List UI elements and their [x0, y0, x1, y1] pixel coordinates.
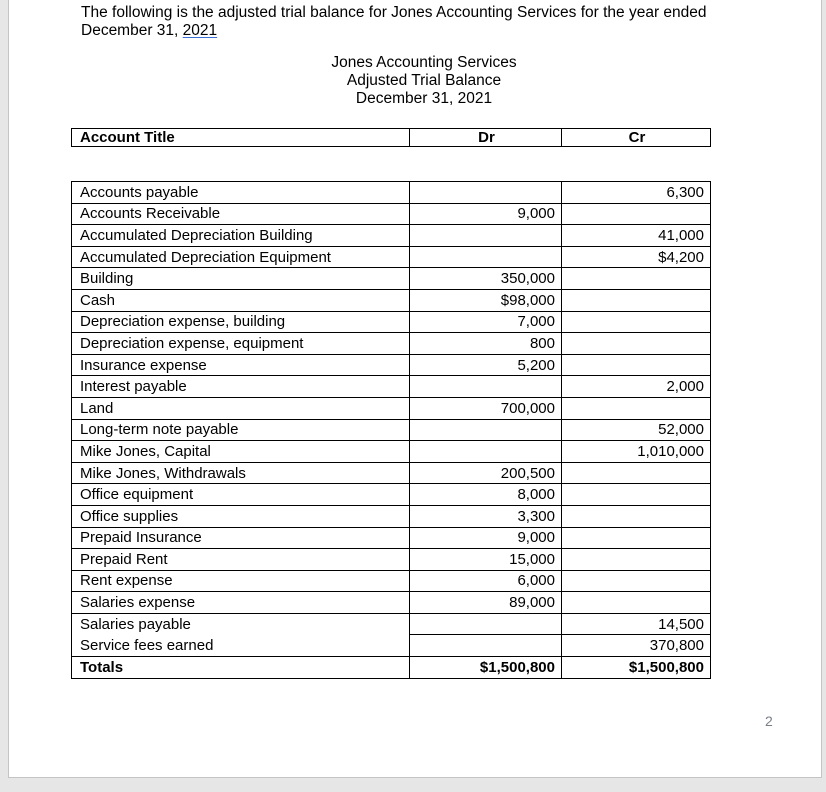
table-row [72, 354, 711, 376]
account-cell: Rent expense [72, 570, 410, 592]
dr-cell: 89,000 [410, 592, 562, 614]
account-cell: Accounts payable [72, 182, 410, 204]
table-row [72, 268, 711, 290]
cr-cell: 2,000 [562, 376, 711, 398]
table-row [72, 289, 711, 311]
account-cell: Mike Jones, Capital [72, 441, 410, 463]
cr-cell [562, 549, 711, 571]
table-row [72, 419, 711, 441]
table-row [72, 462, 711, 484]
table-row [72, 203, 711, 225]
cr-cell [562, 333, 711, 355]
trial-balance-header [71, 128, 711, 147]
company-name: Jones Accounting Services [331, 54, 517, 71]
intro-year: 2021 [182, 22, 218, 39]
table-row [72, 333, 711, 355]
cr-cell [562, 570, 711, 592]
account-cell: Salaries expense [72, 592, 410, 614]
table-row [72, 613, 711, 635]
dr-cell: 8,000 [410, 484, 562, 506]
account-cell: Interest payable [72, 376, 410, 398]
account-cell: Insurance expense [72, 354, 410, 376]
statement-title: Adjusted Trial Balance [346, 72, 502, 89]
statement-date: December 31, 2021 [355, 90, 493, 107]
intro-paragraph [81, 4, 761, 40]
dr-cell [410, 441, 562, 463]
cr-cell [562, 484, 711, 506]
account-cell: Office equipment [72, 484, 410, 506]
table-row [72, 246, 711, 268]
cr-cell: 14,500 [562, 613, 711, 635]
dr-cell: 350,000 [410, 268, 562, 290]
dr-cell [410, 225, 562, 247]
totals-row [72, 657, 711, 679]
cr-cell [562, 527, 711, 549]
cr-cell: 370,800 [562, 635, 711, 657]
dr-cell [410, 635, 562, 657]
table-row [72, 549, 711, 571]
cr-cell [562, 203, 711, 225]
cr-cell: $4,200 [562, 246, 711, 268]
dr-cell [410, 613, 562, 635]
account-cell: Mike Jones, Withdrawals [72, 462, 410, 484]
account-cell: Accumulated Depreciation Equipment [72, 246, 410, 268]
page-number: 2 [765, 713, 773, 729]
statement-heading [264, 54, 584, 108]
dr-cell: 800 [410, 333, 562, 355]
account-cell: Long-term note payable [72, 419, 410, 441]
table-row [72, 225, 711, 247]
account-cell: Land [72, 397, 410, 419]
cr-cell: 41,000 [562, 225, 711, 247]
intro-text: The following is the adjusted trial balance for Jones Accounting Services for the year ended [81, 4, 707, 21]
dr-cell: 200,500 [410, 462, 562, 484]
table-row [72, 484, 711, 506]
cr-cell [562, 397, 711, 419]
cr-cell: 52,000 [562, 419, 711, 441]
cr-cell [562, 354, 711, 376]
table-row [72, 376, 711, 398]
account-cell: Office supplies [72, 505, 410, 527]
dr-cell: $98,000 [410, 289, 562, 311]
account-cell: Salaries payable [72, 613, 410, 635]
account-cell: Building [72, 268, 410, 290]
dr-cell: 9,000 [410, 527, 562, 549]
cr-cell [562, 462, 711, 484]
account-cell: Depreciation expense, building [72, 311, 410, 333]
dr-cell: 5,200 [410, 354, 562, 376]
dr-cell: 9,000 [410, 203, 562, 225]
dr-cell: 7,000 [410, 311, 562, 333]
dr-cell: 15,000 [410, 549, 562, 571]
table-row [72, 311, 711, 333]
table-row [72, 592, 711, 614]
trial-balance-table [71, 181, 711, 679]
account-cell: Depreciation expense, equipment [72, 333, 410, 355]
table-row [72, 441, 711, 463]
account-cell: Prepaid Rent [72, 549, 410, 571]
header-dr: Dr [410, 129, 562, 147]
cr-cell: 6,300 [562, 182, 711, 204]
cr-cell [562, 311, 711, 333]
account-cell: Accounts Receivable [72, 203, 410, 225]
dr-cell: 6,000 [410, 570, 562, 592]
dr-cell: 700,000 [410, 397, 562, 419]
dr-cell [410, 376, 562, 398]
table-row [72, 182, 711, 204]
intro-date-prefix: December 31, [81, 22, 183, 39]
table-row [72, 397, 711, 419]
table-row [72, 505, 711, 527]
cr-cell [562, 289, 711, 311]
table-row [72, 527, 711, 549]
table-row [72, 570, 711, 592]
cr-cell [562, 505, 711, 527]
dr-cell [410, 246, 562, 268]
totals-label: Totals [72, 657, 410, 679]
header-row [72, 129, 711, 147]
cr-cell [562, 268, 711, 290]
dr-cell [410, 419, 562, 441]
totals-cr: $1,500,800 [562, 657, 711, 679]
header-cr: Cr [562, 129, 711, 147]
dr-cell: 3,300 [410, 505, 562, 527]
account-cell: Prepaid Insurance [72, 527, 410, 549]
account-cell: Service fees earned [72, 635, 410, 657]
dr-cell [410, 182, 562, 204]
header-account-title: Account Title [72, 129, 410, 147]
cr-cell [562, 592, 711, 614]
account-cell: Cash [72, 289, 410, 311]
totals-dr: $1,500,800 [410, 657, 562, 679]
table-row [72, 635, 711, 657]
cr-cell: 1,010,000 [562, 441, 711, 463]
account-cell: Accumulated Depreciation Building [72, 225, 410, 247]
